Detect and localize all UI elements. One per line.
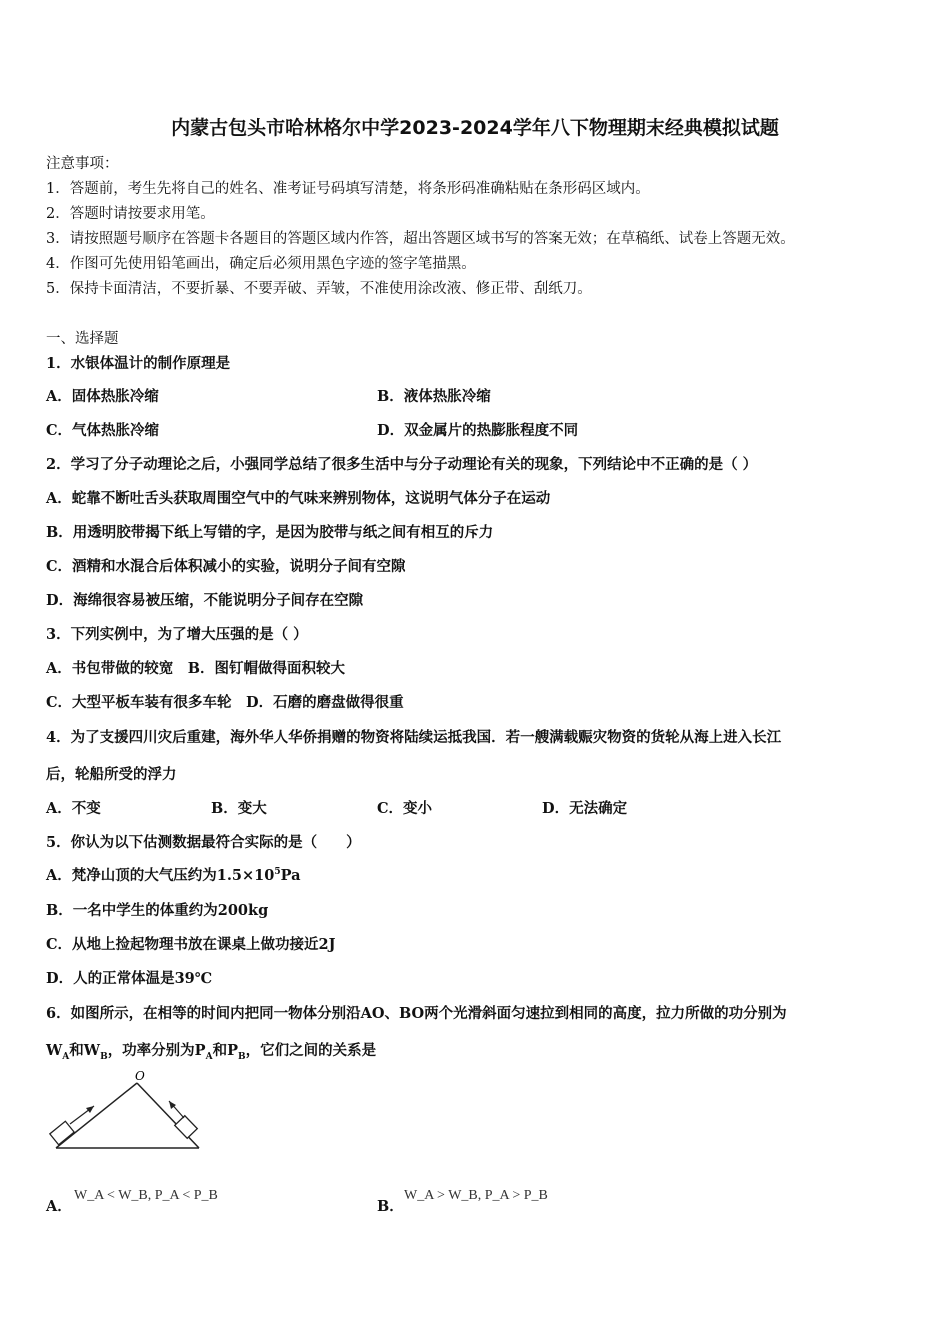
q2-option-b: B．用透明胶带揭下纸上写错的字，是因为胶带与纸之间有相互的斥力 [46, 524, 494, 541]
inclined-planes-figure [44, 1068, 214, 1158]
notice-item: 1．答题前，考生先将自己的姓名、准考证号码填写清楚，将条形码准确粘贴在条形码区域内。 [46, 181, 650, 197]
incline-bo [137, 1083, 199, 1148]
q6-text: 和P [212, 1042, 238, 1059]
q6-option-b-label: B． [377, 1198, 404, 1215]
block-a [50, 1121, 74, 1144]
q6-w: W [46, 1042, 63, 1059]
question-4-stem: 4．为了支援四川灾后重建，海外华人华侨捐赠的物资将陆续运抵我国．若一艘满载赈灾物资的货轮从海上进入长江 [46, 729, 782, 746]
question-5-stem: 5．你认为以下估测数据最符合实际的是（ ） [46, 834, 361, 851]
q4-option-a: A．不变 [46, 800, 101, 817]
notice-item: 3．请按照题号顺序在答题卡各题目的答题区域内作答，超出答题区域书写的答案无效；在草稿纸、试卷上答题无效。 [46, 231, 795, 247]
q1-option-d: D．双金属片的热膨胀程度不同 [377, 422, 579, 439]
question-3-stem: 3．下列实例中，为了增大压强的是（ ） [46, 626, 308, 643]
q5-option-c: C．从地上捡起物理书放在课桌上做功接近2J [46, 936, 336, 953]
incline-ao [56, 1083, 137, 1148]
notice-heading: 注意事项： [46, 156, 119, 172]
section-heading: 一、选择题 [46, 331, 119, 347]
q4-option-d: D．无法确定 [542, 800, 628, 817]
question-1-stem: 1．水银体温计的制作原理是 [46, 355, 231, 372]
q1-option-a: A．固体热胀冷缩 [46, 388, 159, 405]
q4-option-c: C．变小 [377, 800, 433, 817]
q5-option-a [46, 864, 301, 885]
q6-option-a-formula: W_A < W_B, P_A < P_B [74, 1188, 218, 1203]
notice-item: 5．保持卡面清洁，不要折暴、不要弄破、弄皱，不准使用涂改液、修正带、刮纸刀。 [46, 281, 592, 297]
question-4-stem-cont: 后，轮船所受的浮力 [46, 766, 177, 783]
q5-a-exponent: 5 [274, 867, 281, 878]
q6-sub: B [100, 1051, 108, 1062]
q4-option-b: B．变大 [211, 800, 267, 817]
q6-sub: A [205, 1051, 213, 1062]
q1-option-c: C．气体热胀冷缩 [46, 422, 160, 439]
question-2-stem: 2．学习了分子动理论之后，小强同学总结了很多生活中与分子动理论有关的现象，下列结论中不正确的是（ ） [46, 456, 758, 473]
q6-text: 和W [69, 1042, 101, 1059]
q2-option-a: A．蛇靠不断吐舌头获取周围空气中的气味来辨别物体，这说明气体分子在运动 [46, 490, 551, 507]
q5-a-text: A．梵净山顶的大气压约为1.5×10 [46, 867, 275, 884]
q6-option-b-formula: W_A > W_B, P_A > P_B [404, 1188, 548, 1203]
block-b [175, 1116, 198, 1139]
q6-sub: A [62, 1051, 70, 1062]
question-6-stem-cont [46, 1039, 376, 1062]
figure-label-o: O [135, 1069, 145, 1083]
notice-item: 4．作图可先使用铅笔画出，确定后必须用黑色字迹的签字笔描黑。 [46, 256, 476, 272]
arrow-head-icon [86, 1106, 94, 1113]
q5-option-d: D．人的正常体温是39℃ [46, 970, 213, 987]
q6-sub: B [237, 1051, 246, 1062]
question-6-stem: 6．如图所示，在相等的时间内把同一物体分别沿AO、BO两个光滑斜面匀速拉到相同的高度，拉力所做的功分别为 [46, 1005, 787, 1022]
q6-text: ，它们之间的关系是 [245, 1042, 377, 1059]
notice-item: 2．答题时请按要求用笔。 [46, 206, 215, 222]
page-title: 内蒙古包头市哈林格尔中学2023-2024学年八下物理期末经典模拟试题 [171, 117, 779, 139]
q5-a-unit: Pa [280, 867, 301, 884]
q6-option-a-label: A． [46, 1198, 72, 1215]
q2-option-c: C．酒精和水混合后体积减小的实验，说明分子间有空隙 [46, 558, 406, 575]
q2-option-d: D．海绵很容易被压缩，不能说明分子间存在空隙 [46, 592, 364, 609]
q3-options-ab: A．书包带做的较宽 B．图钉帽做得面积较大 [46, 660, 346, 677]
q5-option-b: B．一名中学生的体重约为200kg [46, 902, 269, 919]
q1-option-b: B．液体热胀冷缩 [377, 388, 491, 405]
q6-text: ，功率分别为P [107, 1042, 206, 1059]
q3-options-cd: C．大型平板车装有很多车轮 D．石磨的磨盘做得很重 [46, 694, 404, 711]
